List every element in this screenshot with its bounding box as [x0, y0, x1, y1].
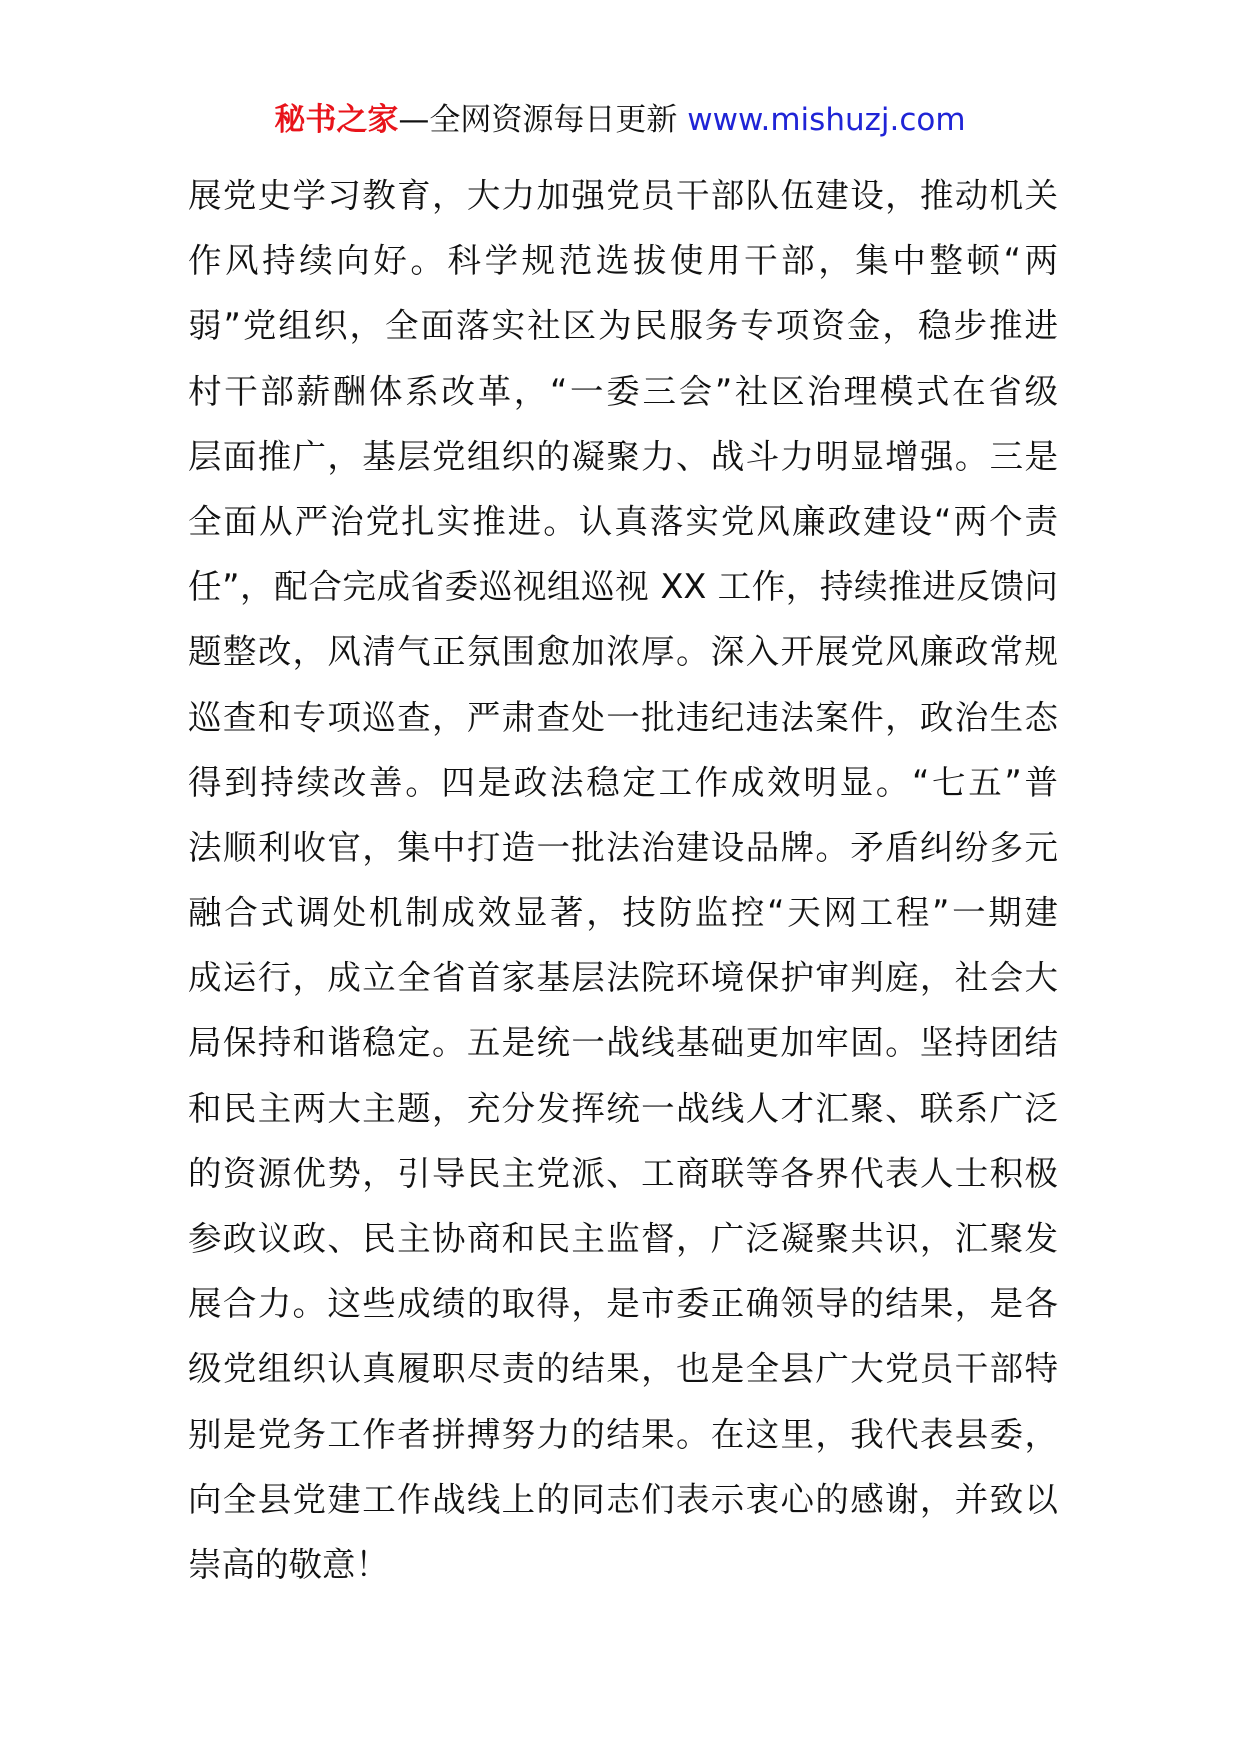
text-line: 弱”党组织，全面落实社区为民服务专项资金，稳步推进 [188, 306, 1058, 346]
text-line: 作风持续向好。科学规范选拔使用干部，集中整顿“两 [188, 241, 1058, 281]
text-line: 巡查和专项巡查，严肃查处一批违纪违法案件，政治生态 [188, 697, 1058, 737]
text-line: 任”，配合完成省委巡视组巡视 XX 工作，持续推进反馈问 [188, 567, 1058, 607]
text-line: 参政议政、民主协商和民主监督，广泛凝聚共识，汇聚发 [188, 1219, 1058, 1258]
document-body [188, 163, 1058, 1597]
text-line: 融合式调处机制成效显著，技防监控“天网工程”一期建 [188, 893, 1058, 933]
text-line: 全面从严治党扎实推进。认真落实党风廉政建设“两个责 [188, 501, 1058, 541]
brand-name: 秘书之家 [274, 102, 399, 138]
text-line: 得到持续改善。四是政法稳定工作成效明显。“七五”普 [188, 762, 1058, 802]
text-line: 展合力。这些成绩的取得，是市委正确领导的结果，是各 [188, 1284, 1058, 1324]
text-line: 法顺利收官，集中打造一批法治建设品牌。矛盾纠纷多元 [188, 827, 1058, 867]
text-line: 层面推广，基层党组织的凝聚力、战斗力明显增强。三是 [188, 436, 1058, 476]
text-line: 级党组织认真履职尽责的结果，也是全县广大党员干部特 [188, 1349, 1058, 1389]
text-line: 成运行，成立全省首家基层法院环境保护审判庭，社会大 [188, 958, 1058, 998]
text-line: 的资源优势，引导民主党派、工商联等各界代表人士积极 [188, 1153, 1058, 1193]
text-line: 展党史学习教育，大力加强党员干部队伍建设，推动机关 [188, 176, 1058, 215]
text-line: 别是党务工作者拼搏努力的结果。在这里，我代表县委， [188, 1414, 1058, 1454]
text-line: 村干部薪酬体系改革，“一委三会”社区治理模式在省级 [188, 371, 1058, 411]
text-line: 向全县党建工作战线上的同志们表示衷心的感谢，并致以 [188, 1479, 1058, 1519]
website-url[interactable]: www.mishuzj.com [687, 102, 966, 138]
page-header [0, 100, 1240, 140]
text-line: 和民主两大主题，充分发挥统一战线人才汇聚、联系广泛 [188, 1088, 1058, 1128]
text-line: 局保持和谐稳定。五是统一战线基础更加牢固。坚持团结 [188, 1023, 1058, 1063]
text-line: 崇高的敬意！ [188, 1544, 389, 1584]
header-tagline: —全网资源每日更新 [398, 102, 678, 138]
text-line: 题整改，风清气正氛围愈加浓厚。深入开展党风廉政常规 [188, 632, 1058, 672]
